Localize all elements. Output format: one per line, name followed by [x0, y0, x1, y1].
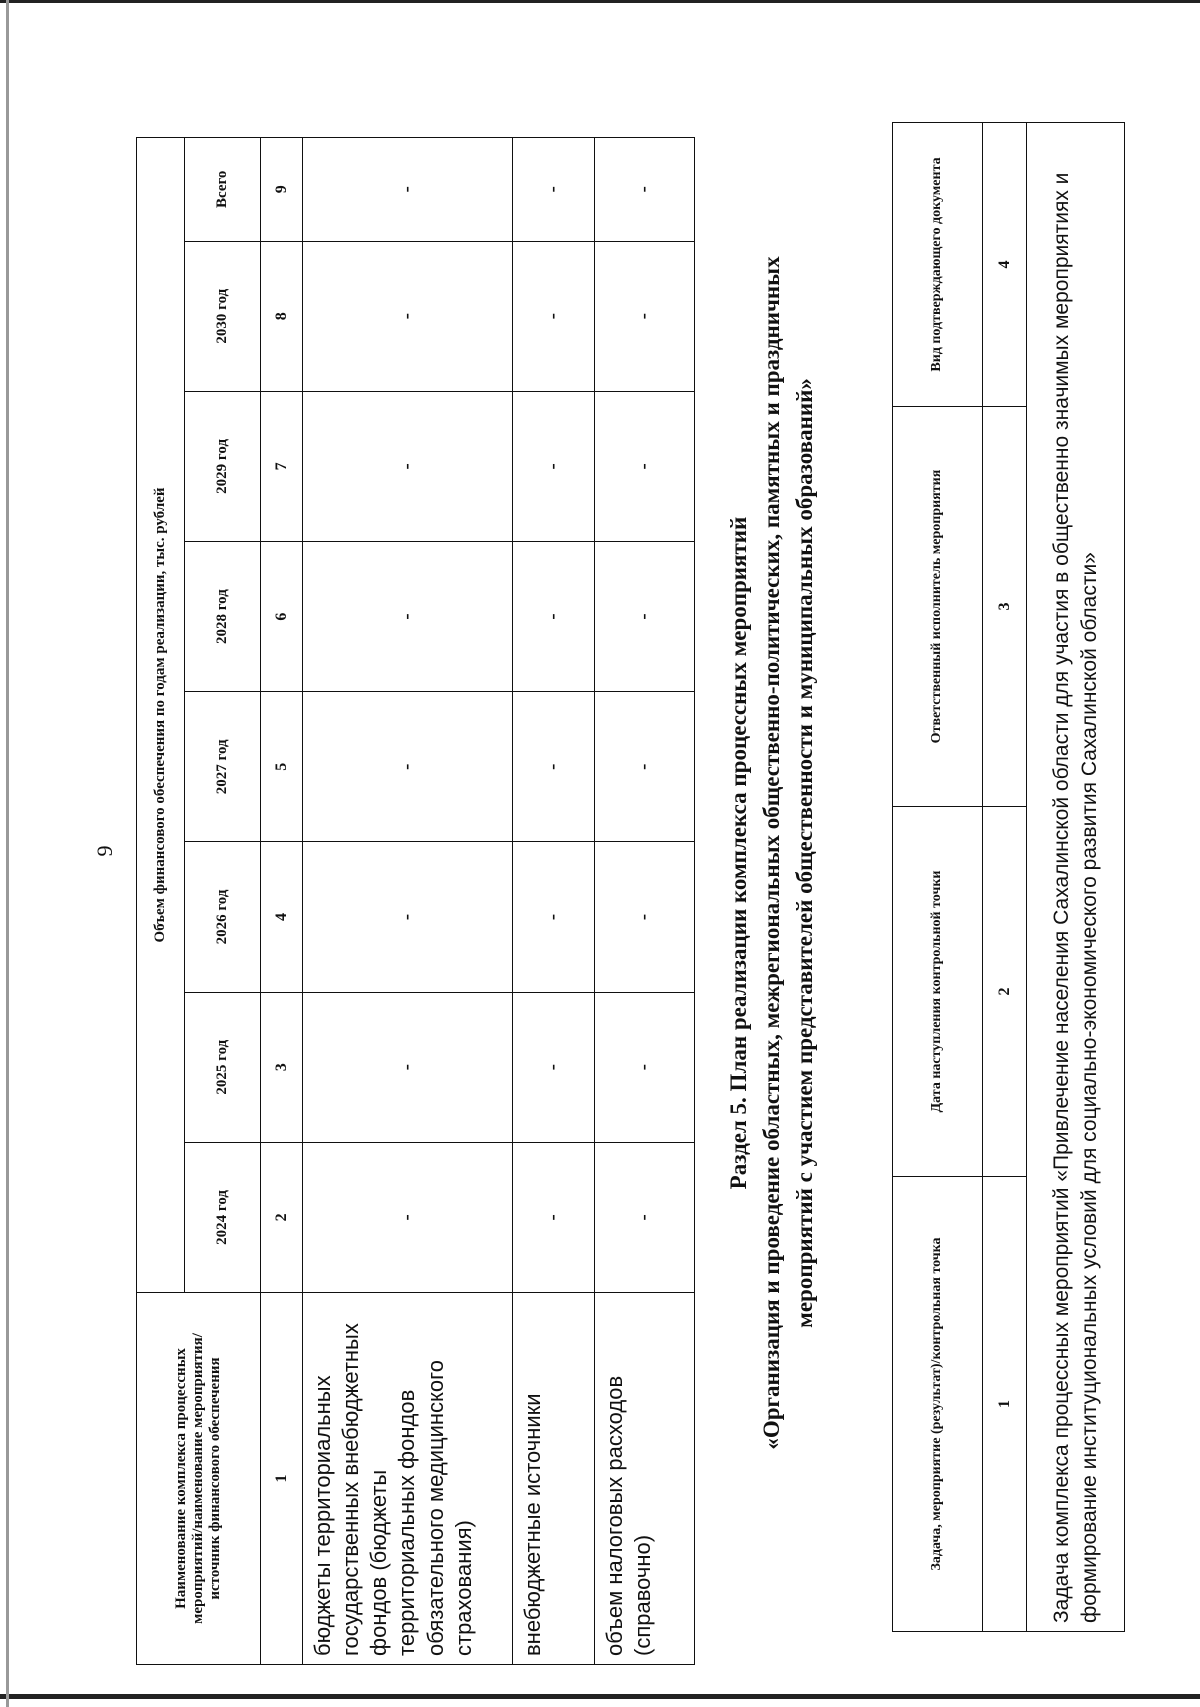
- cell-value: -: [303, 138, 513, 242]
- cell-value: -: [513, 992, 595, 1142]
- cell-value: -: [513, 842, 595, 992]
- plan-task-text: Задача комплекса процессных мероприятий «Привлечение населения Сахалинской области для участия в общественно значимых мероприятиях и формирование институциональных условий для социально-экономического развития Сахалинской области»: [1027, 123, 1125, 1632]
- cell-value: -: [303, 541, 513, 691]
- colnum: 9: [261, 138, 303, 242]
- cell-value: -: [303, 1142, 513, 1292]
- year-2027: 2027 год: [185, 692, 261, 842]
- colnum: 1: [261, 1293, 303, 1665]
- table-row: [513, 138, 595, 1665]
- row-source: внебюджетные источники: [513, 1293, 595, 1665]
- plan-header-document: Вид подтверждающего документа: [893, 123, 983, 407]
- colnum: 3: [983, 407, 1027, 807]
- cell-value: -: [303, 241, 513, 391]
- colnum: 1: [983, 1177, 1027, 1632]
- financing-table: [136, 137, 695, 1665]
- colnum: 3: [261, 992, 303, 1142]
- cell-value: -: [303, 391, 513, 541]
- colnum: 2: [983, 807, 1027, 1177]
- cell-value: -: [595, 138, 695, 242]
- cell-value: -: [595, 992, 695, 1142]
- cell-value: -: [595, 391, 695, 541]
- cell-value: -: [595, 842, 695, 992]
- colnum: 6: [261, 541, 303, 691]
- plan-column-numbers-row: [983, 123, 1027, 1632]
- year-2026: 2026 год: [185, 842, 261, 992]
- column-numbers-row: [261, 138, 303, 1665]
- cell-value: -: [595, 541, 695, 691]
- colnum: 2: [261, 1142, 303, 1292]
- year-2025: 2025 год: [185, 992, 261, 1142]
- cell-value: -: [513, 692, 595, 842]
- cell-value: -: [303, 992, 513, 1142]
- plan-task-row: [1027, 123, 1125, 1632]
- year-2024: 2024 год: [185, 1142, 261, 1292]
- plan-header-date: Дата наступления контрольной точки: [893, 807, 983, 1177]
- colnum: 8: [261, 241, 303, 391]
- colnum: 5: [261, 692, 303, 842]
- plan-header-row: [893, 123, 983, 1632]
- cell-value: -: [303, 692, 513, 842]
- table-row: [303, 138, 513, 1665]
- cell-value: -: [513, 1142, 595, 1292]
- year-2030: 2030 год: [185, 241, 261, 391]
- colnum: 4: [261, 842, 303, 992]
- plan-header-executor: Ответственный исполнитель мероприятия: [893, 407, 983, 807]
- row-source: объем налоговых расходов (справочно): [595, 1293, 695, 1665]
- cell-value: -: [595, 692, 695, 842]
- plan-header-task: Задача, мероприятие (результат)/контрольная точка: [893, 1177, 983, 1632]
- table-header-row: [137, 138, 185, 1665]
- cell-value: -: [513, 391, 595, 541]
- cell-value: -: [513, 241, 595, 391]
- colnum: 7: [261, 391, 303, 541]
- page-number: 9: [92, 845, 117, 857]
- colnum: 4: [983, 123, 1027, 407]
- row-source: бюджеты территориальных государственных внебюджетных фондов (бюджеты территориальных фондов обязательного медицинского страхования): [303, 1293, 513, 1665]
- section-title: [722, 153, 821, 1553]
- cell-value: -: [595, 241, 695, 391]
- section-title-line1: Раздел 5. План реализации комплекса процессных мероприятий: [726, 516, 751, 1190]
- cell-value: -: [513, 541, 595, 691]
- year-2028: 2028 год: [185, 541, 261, 691]
- section-title-line2: «Организация и проведение областных, межрегиональных общественно-политических, памятных и праздничных: [759, 256, 784, 1450]
- cell-value: -: [513, 138, 595, 242]
- cell-value: -: [595, 1142, 695, 1292]
- table-row: [595, 138, 695, 1665]
- section-title-line3: мероприятий с участием представителей общественности и муниципальных образований»: [792, 378, 817, 1328]
- header-name: Наименование комплекса процессных мероприятий/наименование мероприятия/источник финансового обеспечения: [137, 1293, 261, 1665]
- year-total: Всего: [185, 138, 261, 242]
- year-2029: 2029 год: [185, 391, 261, 541]
- plan-table: [892, 122, 1125, 1632]
- cell-value: -: [303, 842, 513, 992]
- header-volume: Объем финансового обеспечения по годам реализации, тыс. рублей: [137, 138, 185, 1293]
